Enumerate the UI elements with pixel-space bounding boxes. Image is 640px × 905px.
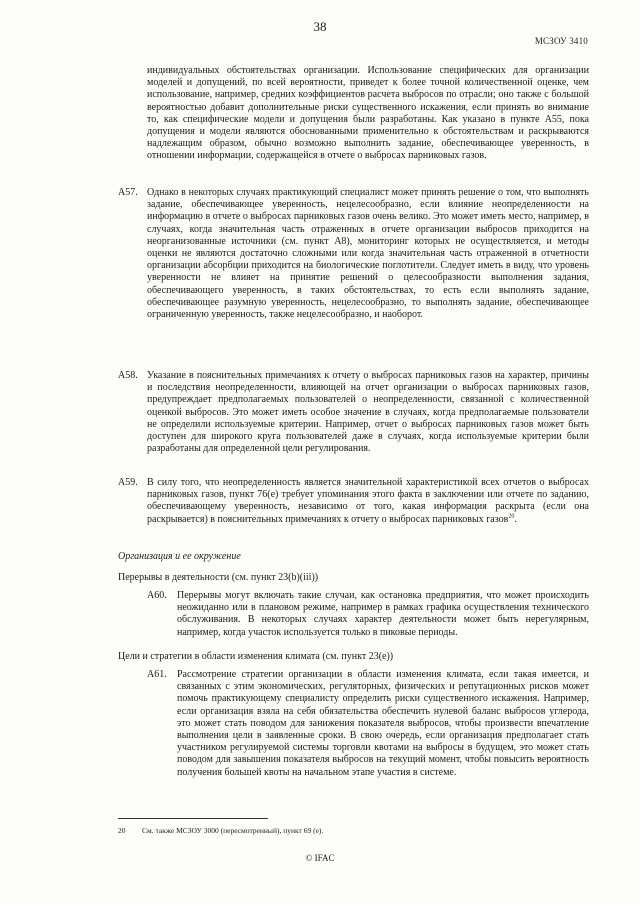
footnote-reference: 20 bbox=[508, 513, 515, 520]
paragraph-number-a58: A58. bbox=[118, 370, 138, 381]
document-code: МСЗОУ 3410 bbox=[534, 36, 588, 46]
paragraph-a60: Перерывы могут включать такие случаи, как остановка предприятия, что может происходить неожиданно или в плановом режиме, например в рамках графика осуществления технического обслуживания. В некоторых случаях характер деятельности может быть нерегулярным, например, когда участок используется только в пиковые периоды. bbox=[177, 590, 589, 638]
subsection-heading-interruptions: Перерывы в деятельности (см. пункт 23(b)(iii)) bbox=[118, 572, 319, 583]
paragraph-number-a57: A57. bbox=[118, 187, 138, 198]
footnote-text: См. также МСЗОУ 3000 (пересмотренный), пункт 69 (е). bbox=[142, 826, 324, 835]
paragraph-a59-end: . bbox=[514, 513, 517, 525]
paragraph-number-a59: A59. bbox=[118, 477, 138, 488]
paragraph-a59-text: В силу того, что неопределенность является значительной характеристикой всех отчетов о выбросах парниковых газов, пункт 76(е) требует упоминания этого факта в заключении или отчете по заданию, обеспечивающему уверенность, независимо от того, какая информация раскрыта (если она раскрывается) в пояснительных примечаниях к отчету о выбросах парниковых газов bbox=[147, 477, 589, 525]
paragraph-a61: Рассмотрение стратегии организации в области изменения климата, если такая имеется, и связанных с этим экономических, регуляторных, физических и репутационных рисков может помочь практикующему специалисту определить риски существенного искажения. Например, если организация взяла на себя обязательства обеспечить нулевой баланс выбросов углерода, это может стать поводом для занижения показателя выбросов, чтобы произвести впечатление выполнения цели в заявленные сроки. В свою очередь, если организация предполагает стать участником регулируемой системы торговли квотами на выбросы в будущем, это может стать поводом для завышения показателя выбросов на текущий момент, чтобы повысить вероятность получения большей квоты на начальном этапе участия в системе. bbox=[177, 669, 589, 778]
section-heading: Организация и ее окружение bbox=[118, 551, 241, 562]
paragraph-intro: индивидуальных обстоятельствах организации. Использование специфических для организации моделей и допущений, по всей вероятности, приведет к более точной количественной оценке, чем использование, например, средних коэффициентов расчета выбросов по отрасли; оно также с большой вероятностью добавит дополнительные риски существенного искажения, если принять во внимание то, как специфические модели и допущения были разработаны. Как указано в пункте А55, пока допущения и модели являются обоснованными применительно к обстоятельствам и раскрываются надлежащим образом, обычно возможно выполнить задание, обеспечивающее уверенность, в отношении информации, содержащейся в отчете о выбросах парниковых газов. bbox=[147, 65, 589, 162]
footnote-divider bbox=[118, 818, 268, 819]
page-number: 38 bbox=[313, 19, 327, 34]
paragraph-a57: Однако в некоторых случаях практикующий специалист может принять решение о том, что выполнять задание, обеспечивающее уверенность, нецелесообразно, если влияние неопределенности на информацию в отчете о выбросах парниковых газов очень велико. Это может иметь место, например, в случаях, когда значительная часть отраженных в отчете организации выбросов приходится на неорганизованные источники (см. пункт А8), мониторинг которых не осуществляется, и методы оценки не являются достаточно сложными или когда значительная часть отраженной в отчетности организации абсорбции приходится на биологические поглотители. Следует иметь в виду, что уровень уверенности не влияет на принятие решений о целесообразности выполнения задания, обеспечивающего уверенность, в таких обстоятельствах, то есть если выполнять задание, обеспечивающее разумную уверенность, нецелесообразно, то выполнять задание, обеспечивающее ограниченную уверенность, также нецелесообразно, и наоборот. bbox=[147, 187, 589, 321]
page-footer: © IFAC bbox=[305, 853, 335, 863]
paragraph-number-a61: A61. bbox=[147, 669, 167, 680]
paragraph-number-a60: A60. bbox=[147, 590, 167, 601]
footnote bbox=[118, 826, 323, 835]
subsection-heading-climate-strategy: Цели и стратегии в области изменения климата (см. пункт 23(е)) bbox=[118, 651, 394, 662]
footnote-number: 20 bbox=[118, 826, 126, 835]
paragraph-a59 bbox=[147, 477, 589, 526]
paragraph-a58: Указание в пояснительных примечаниях к отчету о выбросах парниковых газов на характер, причины и последствия неопределенности, влияющей на отчет организации о выбросах парниковых газов, предупреждает предполагаемых пользователей о неопределенности, связанной с количественной оценкой выбросов. Это может иметь особое значение в случаях, когда предполагаемые пользователи не определили используемые критерии. Например, отчет о выбросах парниковых газов может быть доступен для широкого круга пользователей даже в случаях, когда используемые критерии были разработаны для определенной цели регулирования. bbox=[147, 370, 589, 455]
